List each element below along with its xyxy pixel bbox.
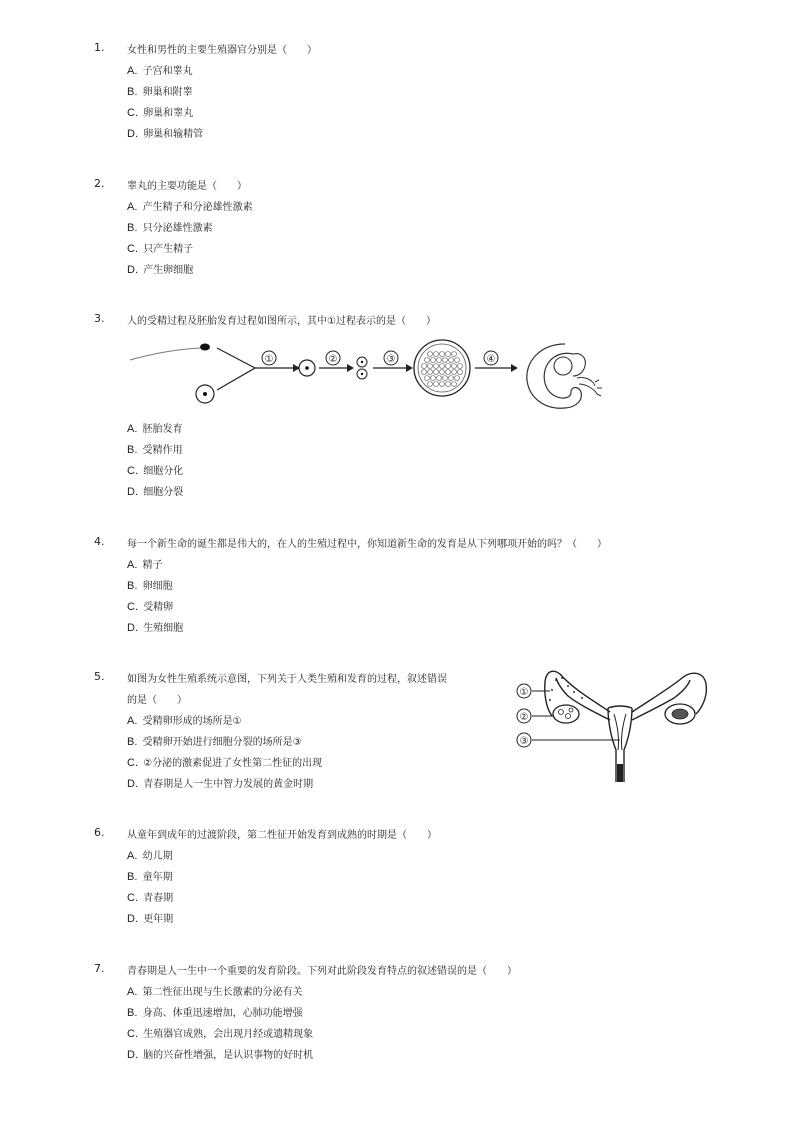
question-stem-continued: 的是（ ） <box>127 695 187 706</box>
question-number: 2. <box>94 177 105 190</box>
question-stem: 人的受精过程及胚胎发育过程如图所示，其中①过程表示的是（ ） <box>127 316 436 327</box>
step-label: ④ <box>486 354 496 365</box>
option-c[interactable]: C. 青春期 <box>127 892 174 904</box>
option-b[interactable]: B. 卵细胞 <box>127 580 173 592</box>
option-a[interactable]: A. 幼儿期 <box>127 850 173 862</box>
question-number: 5. <box>94 670 105 683</box>
option-a[interactable]: A. 子宫和睾丸 <box>127 65 193 77</box>
option-d[interactable]: D. 青春期是人一生中智力发展的黄金时期 <box>127 778 314 790</box>
fertilization-diagram <box>125 332 605 418</box>
option-c[interactable]: C. 细胞分化 <box>127 465 184 477</box>
option-d[interactable]: D. 卵巢和输精管 <box>127 128 204 140</box>
option-d[interactable]: D. 更年期 <box>127 913 174 925</box>
option-b[interactable]: B. 卵巢和附睾 <box>127 86 193 98</box>
option-d[interactable]: D. 产生卵细胞 <box>127 264 194 276</box>
question-stem: 女性和男性的主要生殖器官分别是（ ） <box>127 45 317 56</box>
option-a[interactable]: A. 精子 <box>127 559 163 571</box>
label-ovary: ② <box>519 712 529 723</box>
question-number: 3. <box>94 312 105 325</box>
question-stem: 睾丸的主要功能是（ ） <box>127 181 247 192</box>
female-reproductive-diagram <box>512 664 712 784</box>
step-label: ② <box>328 354 338 365</box>
step-label: ① <box>264 354 274 365</box>
option-a[interactable]: A. 产生精子和分泌雄性激素 <box>127 201 253 213</box>
label-uterus: ③ <box>519 736 529 747</box>
option-c[interactable]: C. 只产生精子 <box>127 243 194 255</box>
question-number: 7. <box>94 962 105 975</box>
option-b[interactable]: B. 受精作用 <box>127 444 183 456</box>
option-c[interactable]: C. 卵巢和睾丸 <box>127 107 194 119</box>
label-oviduct: ① <box>519 687 529 698</box>
option-c[interactable]: C. 受精卵 <box>127 601 174 613</box>
option-d[interactable]: D. 细胞分裂 <box>127 486 184 498</box>
option-c[interactable]: C. 生殖器官成熟，会出现月经或遗精现象 <box>127 1028 314 1040</box>
option-a[interactable]: A. 受精卵形成的场所是① <box>127 715 242 727</box>
question-stem: 从童年到成年的过渡阶段，第二性征开始发育到成熟的时期是（ ） <box>127 830 437 841</box>
question-number: 1. <box>94 41 105 54</box>
step-label: ③ <box>386 354 396 365</box>
option-b[interactable]: B. 只分泌雄性激素 <box>127 222 213 234</box>
option-a[interactable]: A. 胚胎发育 <box>127 423 183 435</box>
option-d[interactable]: D. 生殖细胞 <box>127 622 184 634</box>
question-stem: 青春期是人一生中一个重要的发育阶段。下列对此阶段发育特点的叙述错误的是（ ） <box>127 966 517 977</box>
option-a[interactable]: A. 第二性征出现与生长激素的分泌有关 <box>127 986 303 998</box>
question-stem: 每一个新生命的诞生都是伟大的，在人的生殖过程中，你知道新生命的发育是从下列哪项开始的吗？（ ） <box>127 539 607 550</box>
question-number: 6. <box>94 826 105 839</box>
option-b[interactable]: B. 受精卵开始进行细胞分裂的场所是③ <box>127 736 302 748</box>
question-stem: 如图为女性生殖系统示意图，下列关于人类生殖和发育的过程，叙述错误 <box>127 674 447 685</box>
option-b[interactable]: B. 童年期 <box>127 871 173 883</box>
question-number: 4. <box>94 535 105 548</box>
option-d[interactable]: D. 脑的兴奋性增强，是认识事物的好时机 <box>127 1049 314 1061</box>
option-c[interactable]: C. ②分泌的激素促进了女性第二性征的出现 <box>127 757 323 769</box>
option-b[interactable]: B. 身高、体重迅速增加，心肺功能增强 <box>127 1007 303 1019</box>
